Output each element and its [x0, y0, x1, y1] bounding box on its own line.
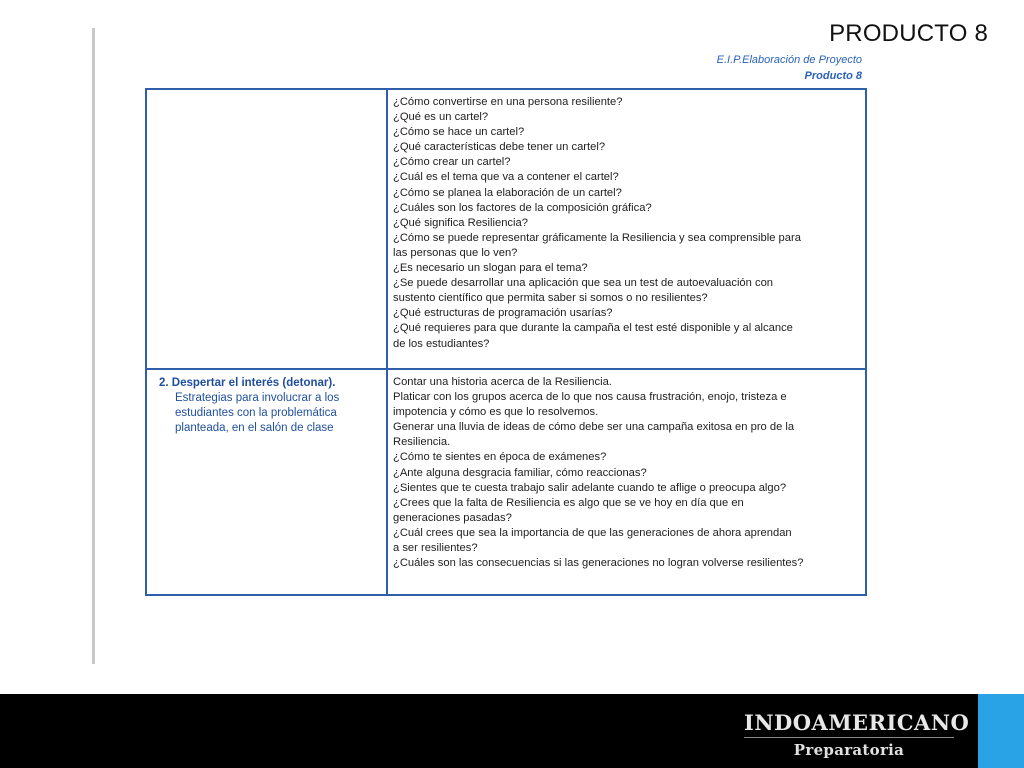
product-label: Producto 8 — [804, 70, 862, 82]
activity-line: impotencia y cómo es que lo resolvemos. — [393, 406, 599, 419]
activity-line: ¿Cuál crees que sea la importancia de que las generaciones de ahora aprendan — [393, 526, 792, 539]
footer-accent-block — [978, 694, 1024, 768]
activity-line: Generar una lluvia de ideas de cómo debe ser una campaña exitosa en pro de la — [393, 421, 795, 434]
table-cell-left — [147, 370, 388, 594]
activity-line: Contar una historia acerca de la Resiliencia. — [393, 376, 612, 388]
question-line: ¿Qué es un cartel? — [393, 111, 489, 124]
activity-line: ¿Sientes que te cuesta trabajo salir adelante cuando te aflige o preocupa algo? — [393, 481, 787, 494]
table-cell-left — [147, 90, 388, 368]
project-label: E.I.P.Elaboración de Proyecto — [716, 54, 862, 66]
activity-line: Platicar con los grupos acerca de lo que nos causa frustración, enojo, tristeza e — [393, 391, 787, 404]
question-line: sustento científico que permita saber si somos o no resilientes? — [393, 292, 708, 305]
question-line: ¿Cómo convertirse en una persona resiliente? — [393, 96, 623, 108]
question-line: ¿Cómo se planea la elaboración de un cartel? — [393, 186, 622, 199]
content-table — [145, 88, 867, 596]
activity-line: ¿Ante alguna desgracia familiar, cómo reaccionas? — [393, 466, 647, 479]
question-line: ¿Cómo se hace un cartel? — [393, 126, 525, 139]
activity-line: ¿Cómo te sientes en época de exámenes? — [393, 451, 607, 464]
question-line: ¿Qué estructuras de programación usarías? — [393, 307, 613, 320]
question-line: de los estudiantes? — [393, 337, 490, 350]
stage-description-line: estudiantes con la problemática — [175, 407, 337, 419]
question-line: ¿Qué características debe tener un cartel? — [393, 141, 606, 154]
question-line: ¿Cuáles son los factores de la composición gráfica? — [393, 201, 652, 214]
activity-line: generaciones pasadas? — [393, 511, 512, 524]
stage-description-line: Estrategias para involucrar a los — [175, 392, 340, 404]
activity-line: ¿Crees que la falta de Resiliencia es algo que se ve hoy en día que en — [393, 496, 744, 509]
question-line: ¿Cómo crear un cartel? — [393, 156, 511, 169]
stage-title: 2. Despertar el interés (detonar). — [159, 377, 336, 389]
brand-logo — [744, 710, 970, 759]
table-row — [147, 90, 865, 368]
question-line: ¿Cuál es el tema que va a contener el cartel? — [393, 171, 619, 184]
table-cell-right — [388, 370, 865, 594]
table-row — [147, 368, 865, 594]
activity-line: Resiliencia. — [393, 436, 451, 449]
question-line: ¿Es necesario un slogan para el tema? — [393, 262, 588, 275]
brand-name: INDOAMERICANO — [744, 710, 954, 738]
brand-subtitle: Preparatoria — [793, 741, 905, 759]
question-line: las personas que lo ven? — [393, 246, 518, 259]
activity-line: ¿Cuáles son las consecuencias si las generaciones no logran volverse resilientes? — [393, 557, 804, 570]
slide-title: PRODUCTO 8 — [829, 20, 988, 47]
question-line: ¿Se puede desarrollar una aplicación que sea un test de autoevaluación con — [393, 277, 774, 290]
question-line: ¿Qué requieres para que durante la campaña el test esté disponible y al alcance — [393, 322, 793, 335]
table-cell-right — [388, 90, 865, 368]
question-line: ¿Cómo se puede representar gráficamente la Resiliencia y sea comprensible para — [393, 231, 801, 244]
question-line: ¿Qué significa Resiliencia? — [393, 216, 528, 229]
left-vertical-rule — [92, 28, 95, 664]
stage-description-line: planteada, en el salón de clase — [175, 422, 334, 434]
document-header — [717, 52, 862, 84]
activity-line: a ser resilientes? — [393, 542, 478, 555]
